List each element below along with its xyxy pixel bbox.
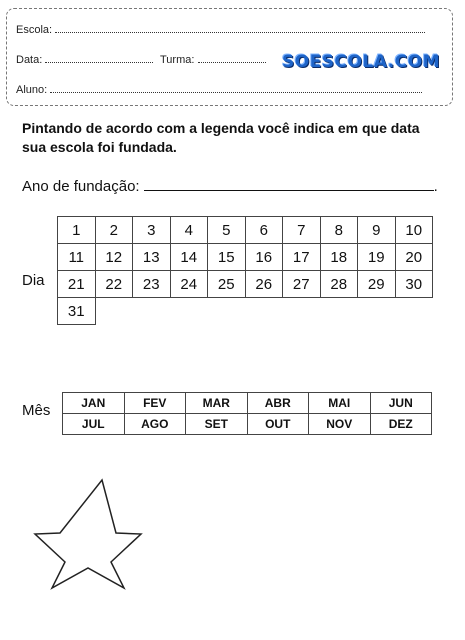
day-cell[interactable]: 2 — [95, 217, 133, 244]
day-row — [58, 271, 433, 298]
month-cell[interactable]: ABR — [247, 393, 309, 414]
student-line — [50, 84, 422, 93]
date-label: Data: — [16, 54, 43, 66]
day-cell[interactable]: 26 — [245, 271, 283, 298]
foundation-year-label: Ano de fundação: — [22, 178, 140, 195]
day-cell[interactable]: 13 — [133, 244, 171, 271]
day-cell[interactable]: 7 — [283, 217, 321, 244]
day-cell[interactable]: 6 — [245, 217, 283, 244]
day-cell[interactable]: 27 — [283, 271, 321, 298]
day-cell[interactable]: 8 — [320, 217, 358, 244]
day-row — [58, 217, 433, 244]
day-cell[interactable]: 16 — [245, 244, 283, 271]
day-cell[interactable]: 5 — [208, 217, 246, 244]
month-cell[interactable]: FEV — [124, 393, 186, 414]
class-label: Turma: — [160, 54, 195, 66]
foundation-year-end: . — [433, 178, 438, 195]
foundation-year-line — [144, 176, 434, 191]
empty-cell — [95, 298, 433, 325]
day-cell[interactable]: 14 — [170, 244, 208, 271]
day-cell[interactable]: 1 — [58, 217, 96, 244]
month-label: Mês — [22, 402, 51, 419]
day-cell[interactable]: 17 — [283, 244, 321, 271]
month-cell[interactable]: JUN — [370, 393, 432, 414]
day-cell[interactable]: 25 — [208, 271, 246, 298]
school-line — [55, 24, 425, 33]
star-outline-icon[interactable] — [32, 478, 144, 590]
day-cell[interactable]: 21 — [58, 271, 96, 298]
student-label: Aluno: — [16, 84, 48, 96]
day-cell[interactable]: 30 — [395, 271, 433, 298]
month-cell[interactable]: MAI — [309, 393, 371, 414]
day-cell[interactable]: 24 — [170, 271, 208, 298]
month-cell[interactable]: JAN — [63, 393, 125, 414]
day-cell[interactable]: 18 — [320, 244, 358, 271]
day-cell[interactable]: 23 — [133, 271, 171, 298]
day-cell[interactable]: 15 — [208, 244, 246, 271]
day-cell[interactable]: 31 — [58, 298, 96, 325]
student-field[interactable] — [16, 84, 422, 96]
month-cell[interactable]: OUT — [247, 414, 309, 435]
day-cell[interactable]: 19 — [358, 244, 396, 271]
month-row — [63, 393, 432, 414]
site-logo: SOESCOLA.COM — [282, 52, 441, 72]
day-cell[interactable]: 22 — [95, 271, 133, 298]
month-cell[interactable]: DEZ — [370, 414, 432, 435]
school-field[interactable] — [16, 24, 425, 36]
day-cell[interactable]: 20 — [395, 244, 433, 271]
day-cell[interactable]: 11 — [58, 244, 96, 271]
day-row — [58, 298, 433, 325]
foundation-year-field[interactable] — [22, 176, 438, 195]
day-row — [58, 244, 433, 271]
month-cell[interactable]: NOV — [309, 414, 371, 435]
day-cell[interactable]: 3 — [133, 217, 171, 244]
day-cell[interactable]: 28 — [320, 271, 358, 298]
date-field[interactable] — [16, 54, 153, 66]
month-cell[interactable]: JUL — [63, 414, 125, 435]
day-cell[interactable]: 4 — [170, 217, 208, 244]
day-cell[interactable]: 9 — [358, 217, 396, 244]
school-label: Escola: — [16, 24, 53, 36]
day-cell[interactable]: 29 — [358, 271, 396, 298]
month-grid — [62, 392, 432, 435]
instruction-text: Pintando de acordo com a legenda você indica em que data sua escola foi fundada. — [22, 120, 420, 155]
day-cell[interactable]: 10 — [395, 217, 433, 244]
class-field[interactable] — [160, 54, 266, 66]
class-line — [198, 54, 266, 63]
day-cell[interactable]: 12 — [95, 244, 133, 271]
month-cell[interactable]: AGO — [124, 414, 186, 435]
month-cell[interactable]: MAR — [186, 393, 248, 414]
month-row — [63, 414, 432, 435]
day-label: Dia — [22, 272, 45, 289]
month-cell[interactable]: SET — [186, 414, 248, 435]
date-line — [45, 54, 153, 63]
day-grid — [57, 216, 433, 325]
